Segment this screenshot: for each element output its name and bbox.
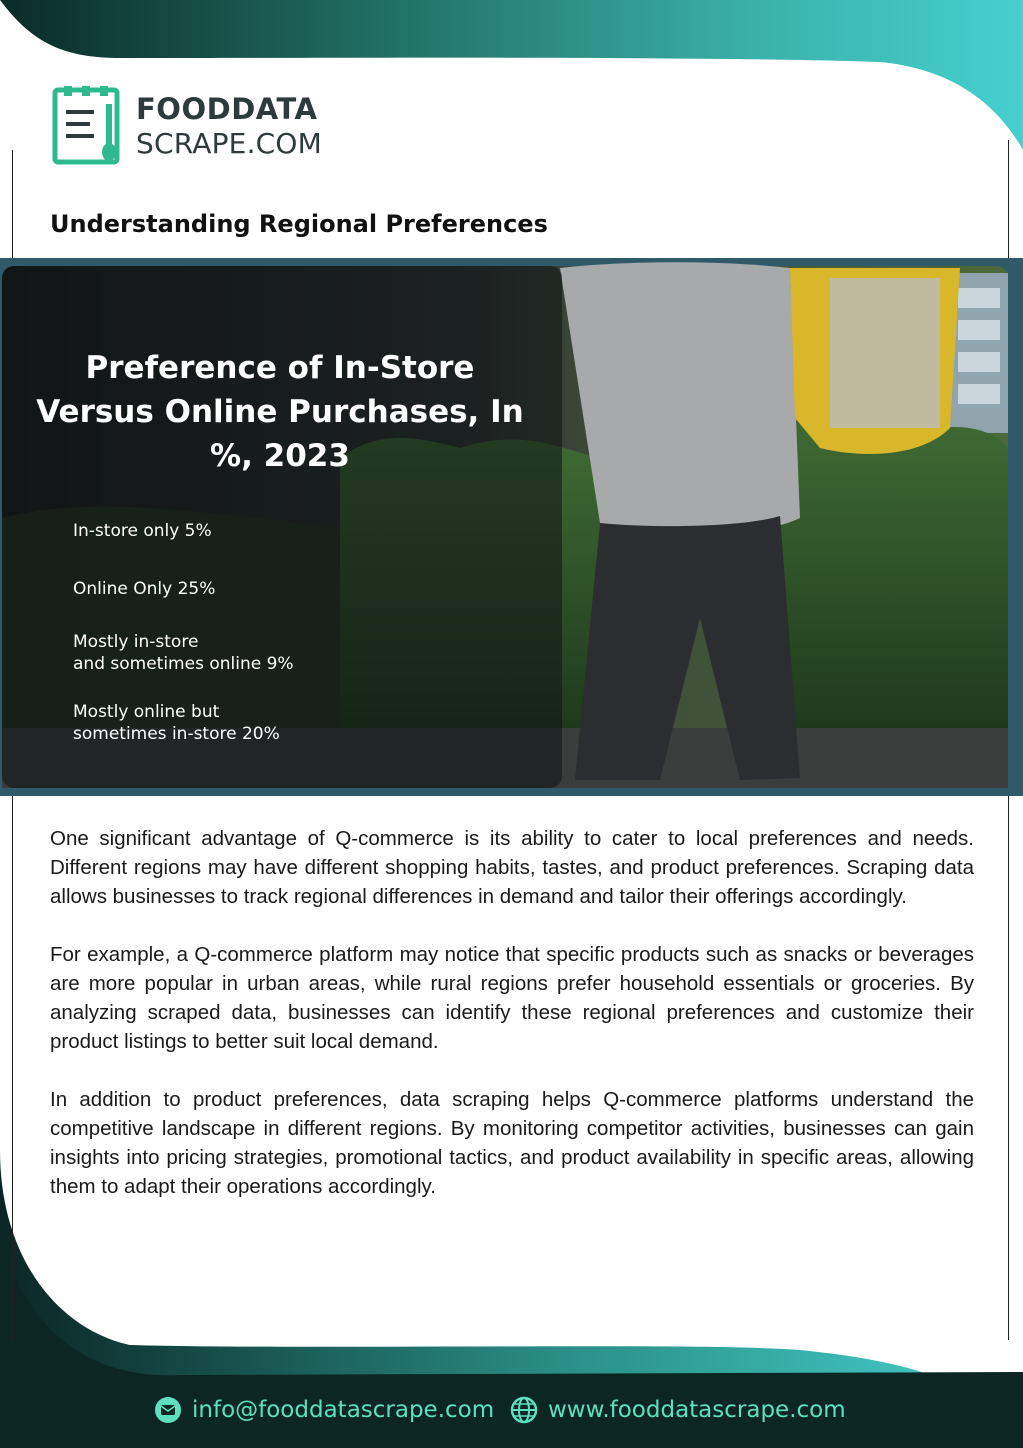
hero-stat-item: Mostly in-store and sometimes online 9% [73, 632, 294, 674]
paragraph: One significant advantage of Q-commerce is its ability to cater to local preferences and needs. Different regions may have different shopping habits, tastes, and product preferences. Scraping data allows businesses to track regional differences in demand and tailor their offerings accordingly. [50, 827, 974, 908]
paragraph: For example, a Q-commerce platform may notice that specific products such as snacks or beverages are more popular in urban areas, while rural regions prefer household essentials or groceries. By analyzing scraped data, businesses can identify these regional preferences and customize their product listings to better suit local demand. [50, 943, 974, 1053]
footer-email-text: info@fooddatascrape.com [192, 1397, 495, 1423]
footer-email-link[interactable] [154, 1396, 494, 1424]
hero-title: Preference of In-Store Versus Online Purchases, In %, 2023 [36, 350, 524, 474]
section-title: Understanding Regional Preferences [50, 210, 548, 238]
globe-icon [510, 1396, 538, 1424]
paragraph: In addition to product preferences, data scraping helps Q-commerce platforms understand the competitive landscape in different regions. By monitoring competitor activities, businesses can gain insights into pricing strategies, promotional tactics, and product availability in specific areas, allowing them to adapt their operations accordingly. [50, 1088, 974, 1198]
envelope-icon [154, 1396, 182, 1424]
brand-name-line2: SCRAPE.COM [136, 126, 323, 160]
hero-stat-item: Mostly online but sometimes in-store 20% [73, 702, 280, 744]
document-logo-icon [52, 86, 124, 166]
brand-logo[interactable] [52, 86, 322, 166]
footer-website-link[interactable] [510, 1396, 846, 1424]
hero-stat-item: In-store only 5% [73, 521, 212, 541]
hero-infographic [0, 258, 1023, 796]
footer-website-text: www.fooddatascrape.com [548, 1397, 846, 1423]
brand-name-line1: FOODDATA [136, 91, 318, 126]
hero-stat-item: Online Only 25% [73, 579, 216, 599]
article-body [50, 824, 974, 1230]
